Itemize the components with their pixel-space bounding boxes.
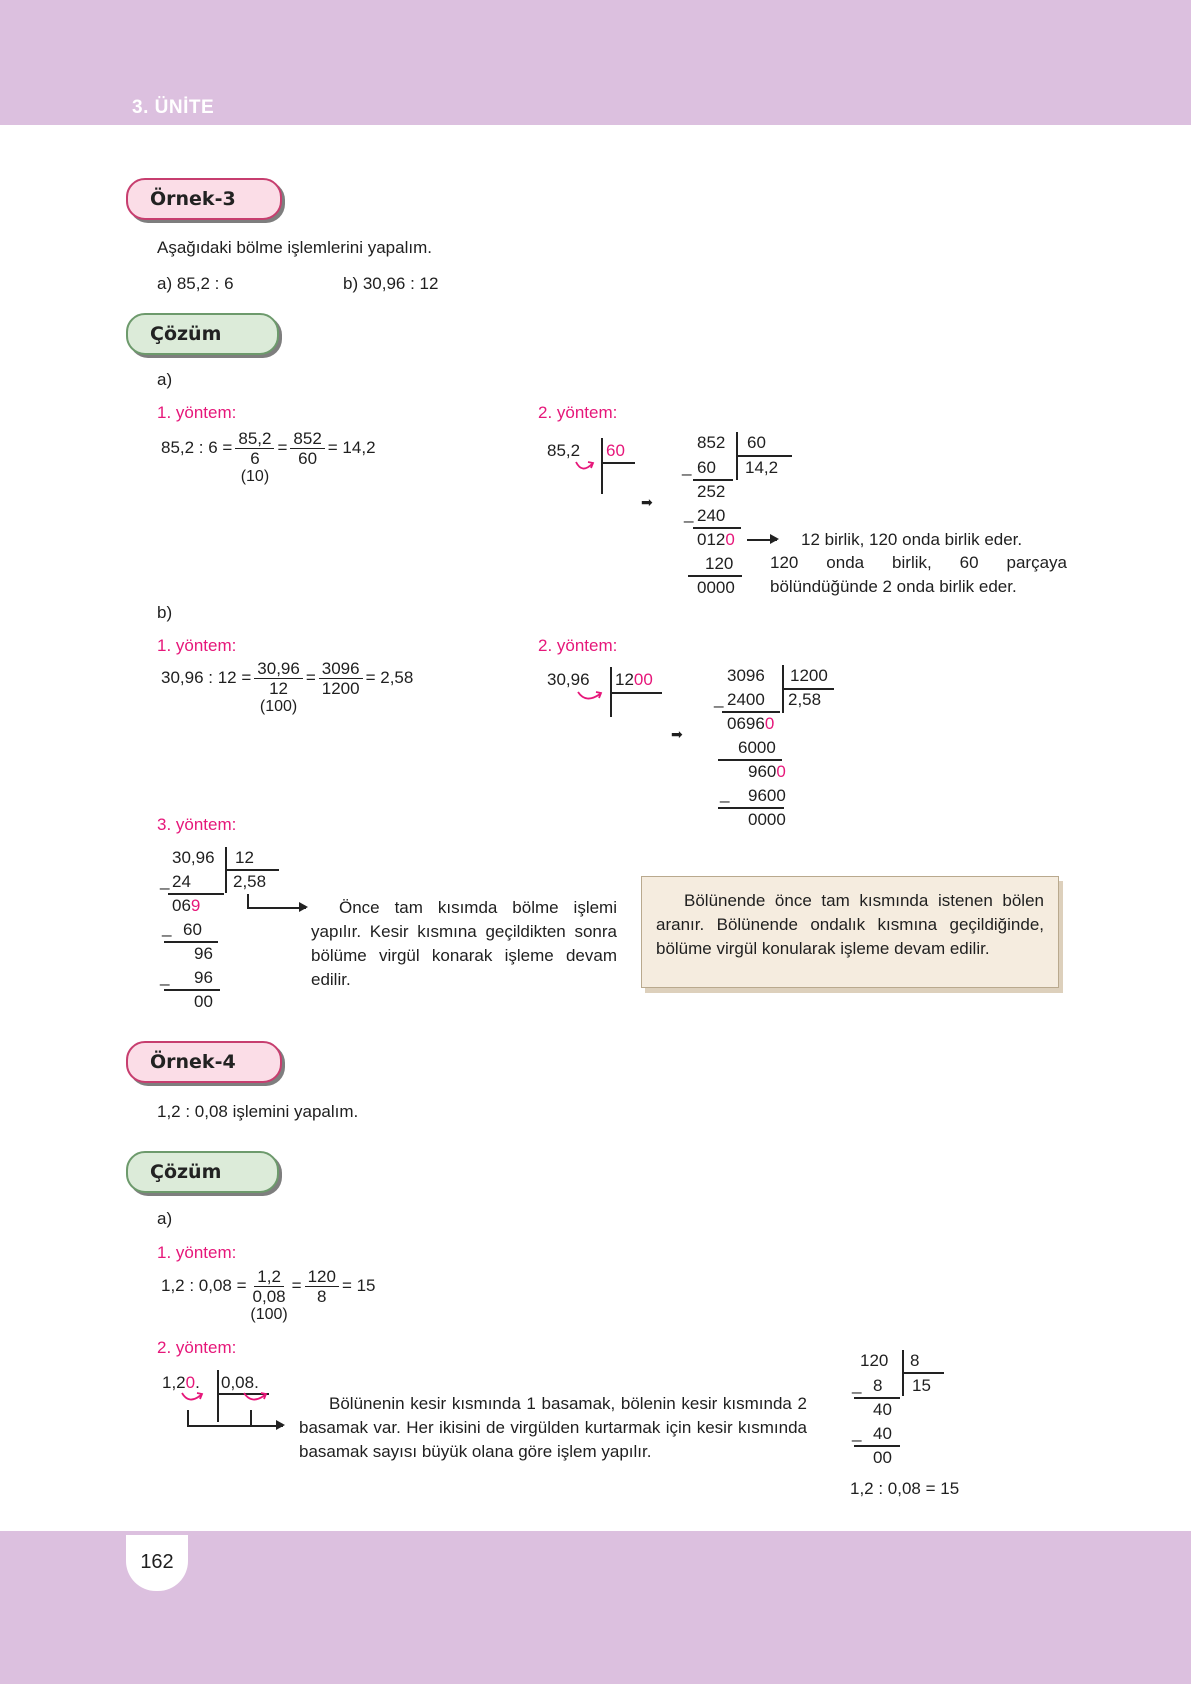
equation-b1: 30,96 : 12 = 30,96 12 (100) = $\frac{3096}{1200}$ = 2,58: [161, 659, 414, 715]
part-a-label: a): [157, 370, 173, 389]
decimal-shift-arrow-icon: [242, 1390, 270, 1408]
rule-note-card: [641, 876, 1059, 988]
example-3-prompt: Aşağıdaki bölme işlemlerini yapalım.: [157, 238, 432, 257]
method-1-label-4: 1. yöntem:: [157, 1243, 237, 1262]
part-a-label-4: a): [157, 1209, 173, 1228]
example-3-item-a: a) 85,2 : 6: [157, 274, 234, 293]
decimal-shift-arrow-icon: [574, 458, 598, 478]
shift-c-bar: [217, 1370, 219, 1422]
method-2-label-b: 2. yöntem:: [538, 636, 618, 655]
note-a-line2: 120 onda birlik, 60 parçaya bölündüğünde 2 onda birlik eder.: [770, 553, 1067, 596]
method-3-note: Önce tam kısımda bölme işlemi yapılır. Kesir kısmına geçildikten sonra bölüme virgül konarak işleme devam edilir.: [311, 898, 617, 989]
part-b-label: b): [157, 603, 173, 622]
example-3-badge: Örnek-3: [126, 178, 282, 220]
note-arrow-icon: [747, 539, 777, 541]
page-number: 162: [126, 1535, 188, 1591]
decimal-shift-arrow-icon: [576, 688, 606, 708]
example-3-item-b: b) 30,96 : 12: [343, 274, 439, 293]
shift-b-rule: [610, 692, 662, 694]
shift-a-divisor: 60: [606, 441, 625, 460]
shift-a-dividend: 85,2: [547, 441, 581, 460]
note-b3-connector: [247, 894, 249, 908]
equation-c1: 1,2 : 0,08 = 1,2 0,08 (100) = $\frac{120}{8}$ = 15: [161, 1267, 376, 1323]
example-4-badge: Örnek-4: [126, 1041, 282, 1083]
shift-a-bar: [601, 438, 603, 494]
note-c-arrow-icon: [187, 1425, 283, 1427]
method-1-label-b: 1. yöntem:: [157, 636, 237, 655]
equation-a1: 85,2 : 6 = 85,2 6 (10) = $\frac{852}{60}$ = 14,2: [161, 429, 376, 485]
shift-b-divisor: 1200: [615, 670, 653, 689]
method-1-label-a: 1. yöntem:: [157, 403, 237, 422]
shift-b-dividend: 30,96: [547, 670, 590, 689]
method-3-label: 3. yöntem:: [157, 815, 237, 834]
rule-note-text: Bölünende önce tam kısmında istenen bölen aranır. Bölünende ondalık kısmına geçildiğinde, bölüme virgül konularak işleme devam edilir.: [656, 891, 1044, 958]
method-2-label-a: 2. yöntem:: [538, 403, 618, 422]
implies-arrow-icon: ➡: [671, 726, 683, 742]
solution-badge-3: Çözüm: [126, 313, 279, 355]
solution-badge-4: Çözüm: [126, 1151, 279, 1193]
implies-arrow-icon: ➡: [641, 494, 653, 510]
note-b3-arrow-icon: [247, 907, 306, 909]
shift-c-divisor: 0,08.: [221, 1373, 259, 1392]
shift-a-rule: [601, 462, 635, 464]
method-2-note-4: Bölünenin kesir kısmında 1 basamak, bölenin kesir kısmında 2 basamak var. Her ikisini de virgülden kurtarmak için kesir kısmında basamak sayısı büyük olana göre işlem yapılır.: [299, 1394, 807, 1461]
shift-c-dividend: 1,20.: [162, 1373, 200, 1392]
example-4-prompt: 1,2 : 0,08 işlemini yapalım.: [157, 1102, 359, 1121]
unit-label: 3. ÜNİTE: [132, 97, 215, 118]
example-4-result: 1,2 : 0,08 = 15: [850, 1479, 960, 1498]
decimal-shift-arrow-icon: [180, 1390, 206, 1408]
note-a-line1: 12 birlik, 120 onda birlik eder.: [801, 530, 1023, 549]
method-2-label-4: 2. yöntem:: [157, 1338, 237, 1357]
